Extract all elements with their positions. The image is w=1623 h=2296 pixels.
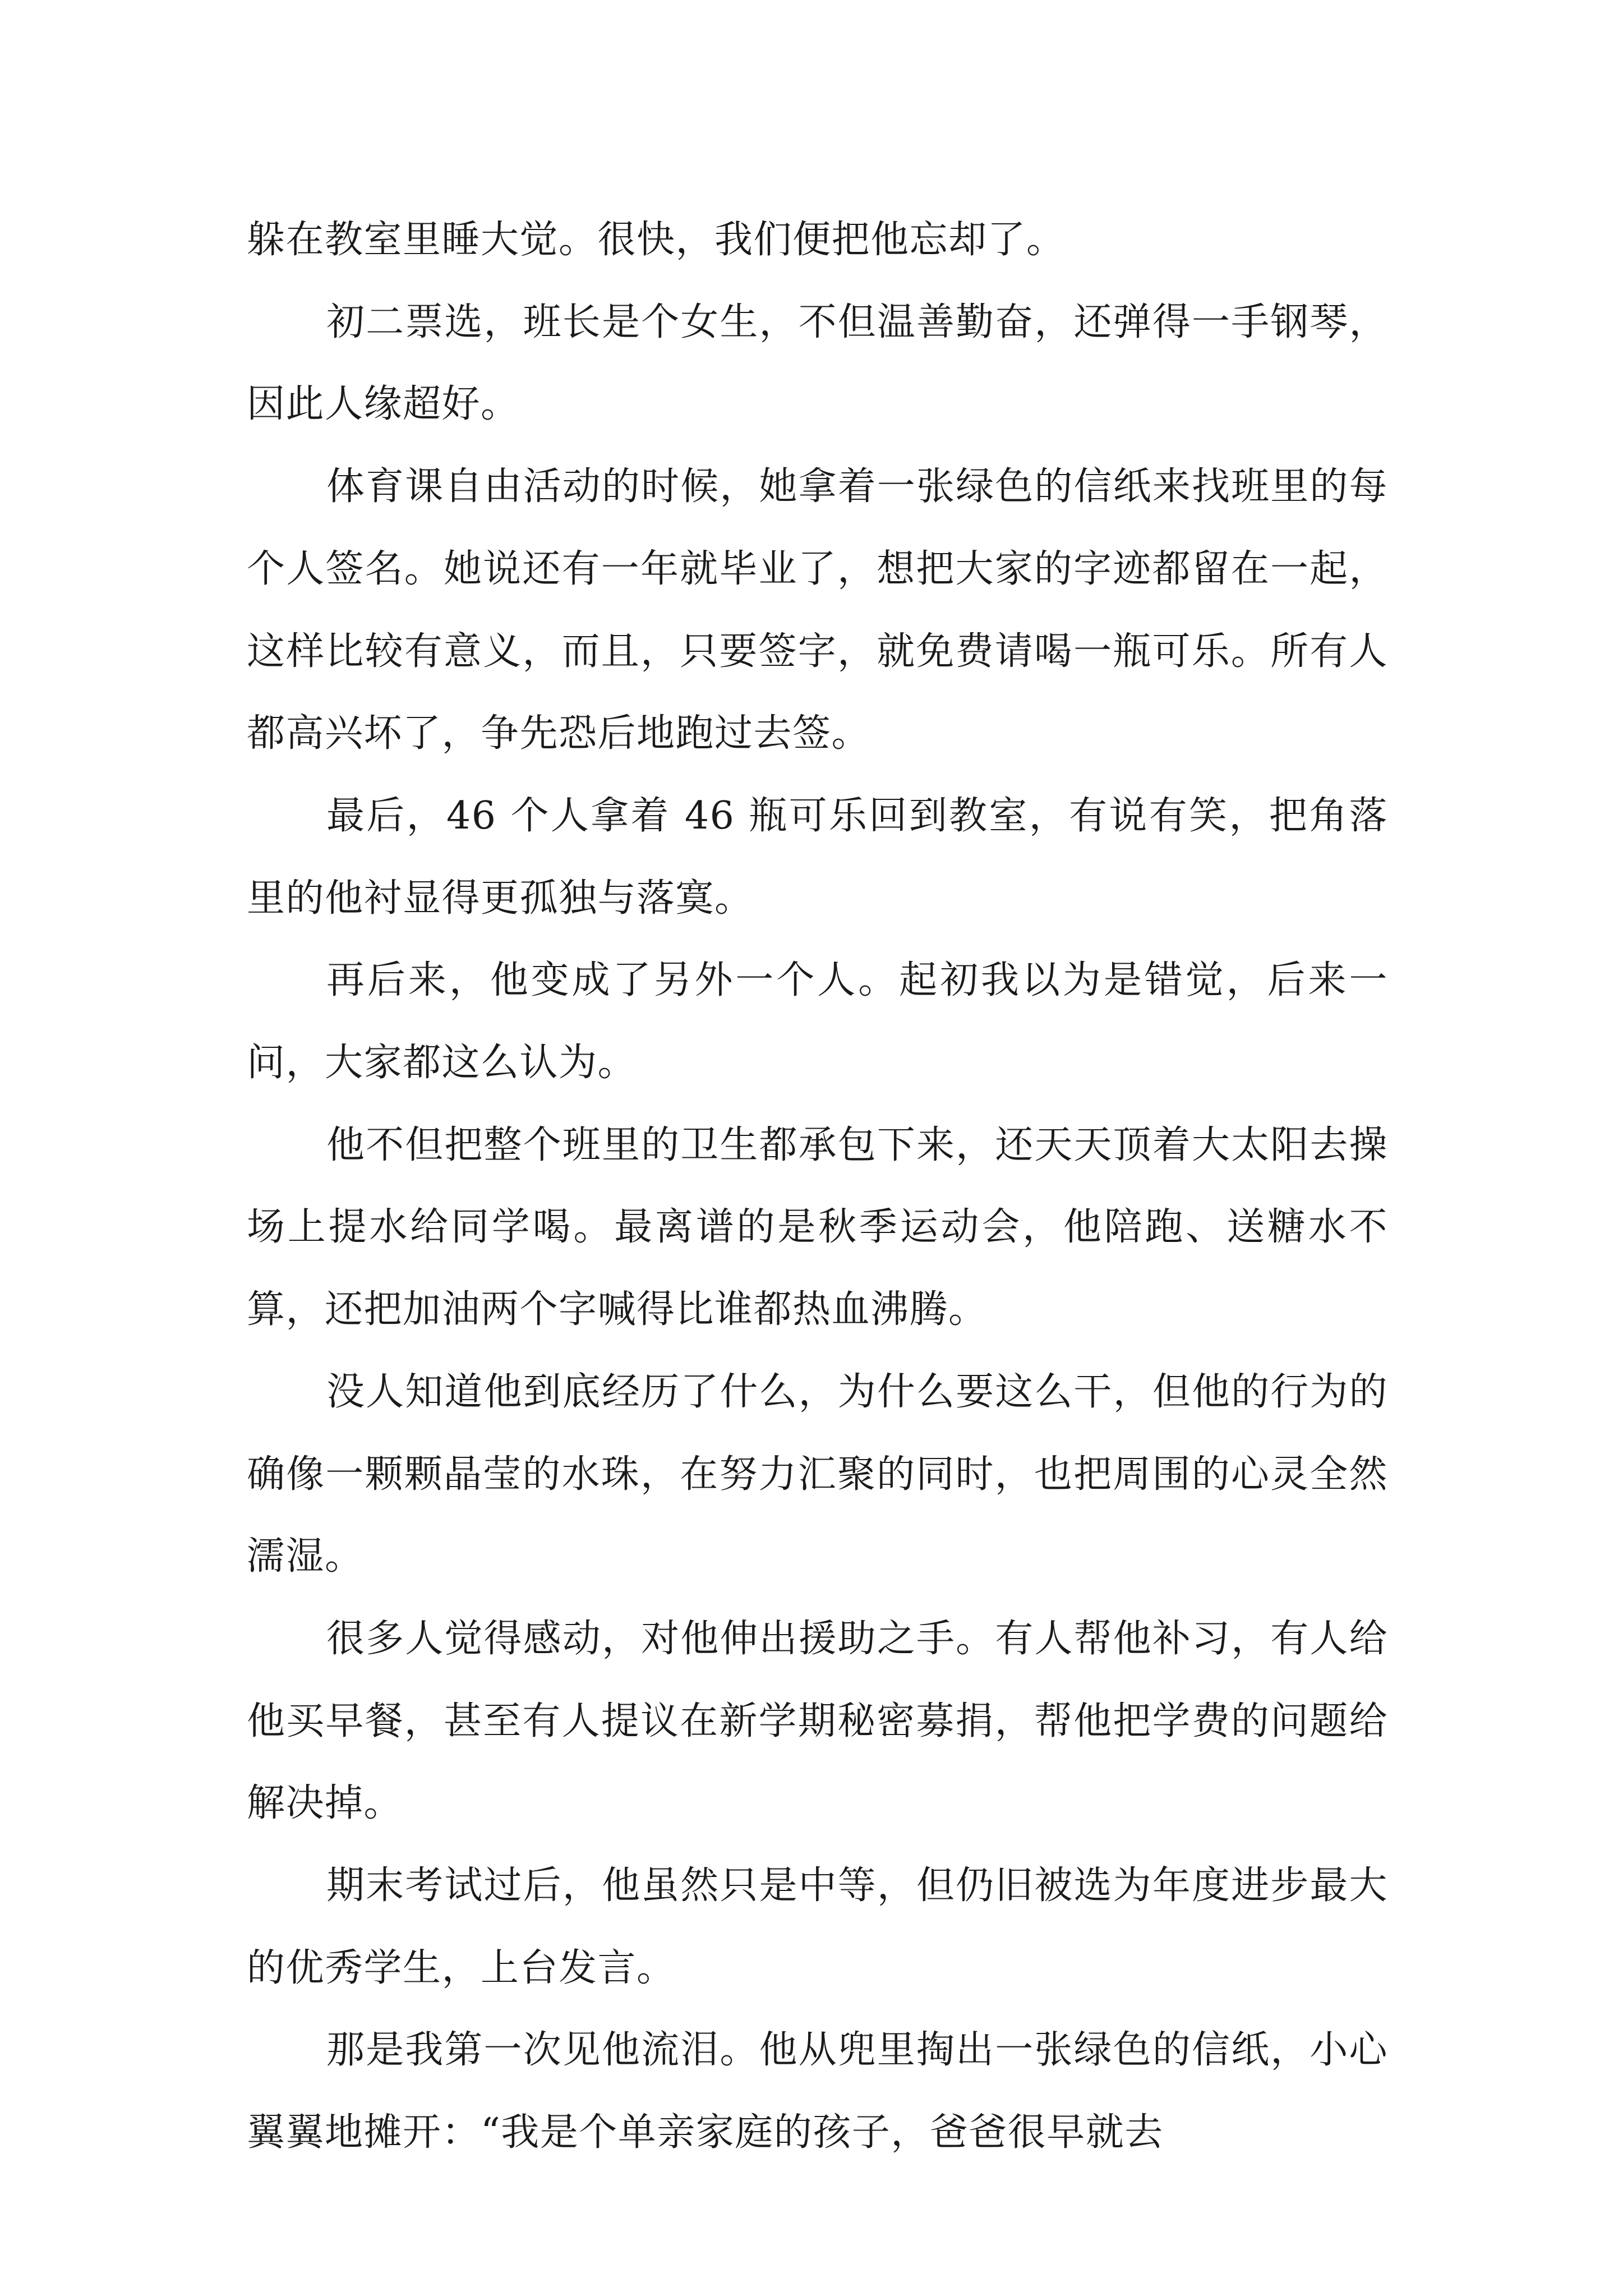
paragraph-3: 体育课自由活动的时候，她拿着一张绿色的信纸来找班里的每个人签名。她说还有一年就毕业了，想把大家的字迹都留在一起，这样比较有意义，而且，只要签字，就免费请喝一瓶可乐。所有人都高兴坏了，争先恐后地跑过去签。 bbox=[247, 464, 1388, 756]
paragraph-7: 没人知道他到底经历了什么，为什么要这么干，但他的行为的确像一颗颗晶莹的水珠，在努力汇聚的同时，也把周围的心灵全然濡湿。 bbox=[247, 1369, 1388, 1579]
paragraph-2: 初二票选，班长是个女生，不但温善勤奋，还弹得一手钢琴，因此人缘超好。 bbox=[247, 300, 1388, 427]
paragraph-4: 最后，46 个人拿着 46 瓶可乐回到教室，有说有笑，把角落里的他衬显得更孤独与落寞。 bbox=[247, 793, 1388, 921]
paragraph-6: 他不但把整个班里的卫生都承包下来，还天天顶着大太阳去操场上提水给同学喝。最离谱的是秋季运动会，他陪跑、送糖水不算，还把加油两个字喊得比谁都热血沸腾。 bbox=[247, 1122, 1388, 1332]
paragraph-5: 再后来，他变成了另外一个人。起初我以为是错觉，后来一问，大家都这么认为。 bbox=[247, 958, 1388, 1085]
paragraph-8: 很多人觉得感动，对他伸出援助之手。有人帮他补习，有人给他买早餐，甚至有人提议在新学期秘密募捐，帮他把学费的问题给解决掉。 bbox=[247, 1616, 1388, 1826]
article-body bbox=[247, 199, 1388, 2174]
paragraph-1: 躲在教室里睡大觉。很快，我们便把他忘却了。 bbox=[247, 218, 1066, 262]
paragraph-9: 期末考试过后，他虽然只是中等，但仍旧被选为年度进步最大的优秀学生，上台发言。 bbox=[247, 1864, 1388, 1990]
paragraph-10: 那是我第一次见他流泪。他从兜里掏出一张绿色的信纸，小心翼翼地摊开：“我是个单亲家庭的孩子，爸爸很早就去 bbox=[247, 2028, 1388, 2155]
